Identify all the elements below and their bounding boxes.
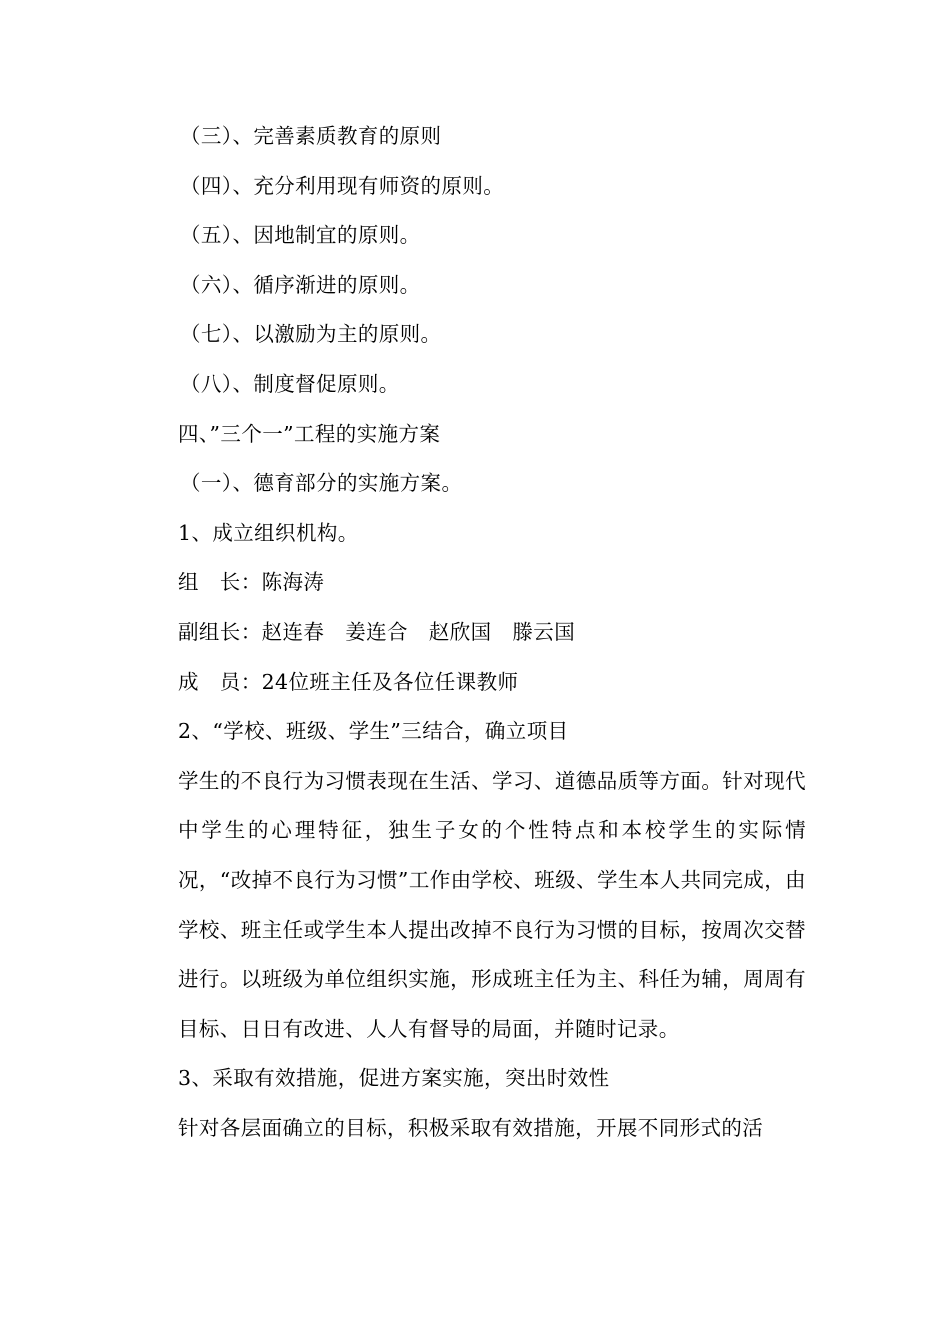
section-4-heading: 四、”三个一”工程的实施方案 [178, 421, 441, 446]
principle-4: （四）、充分利用现有师资的原则。 [180, 173, 505, 198]
item-3-heading: 3、采取有效措施，促进方案实施，突出时效性 [178, 1066, 610, 1091]
principle-3: （三）、完善素质教育的原则 [180, 124, 442, 148]
document-body [178, 112, 810, 1153]
principle-5: （五）、因地制宜的原则。 [180, 223, 421, 248]
item-1-heading: 1、成立组织机构。 [178, 520, 359, 545]
org-members: 成 员：24位班主任及各位任课教师 [178, 669, 519, 694]
principle-6: （六）、循序渐进的原则。 [180, 272, 421, 297]
item-2-heading: 2、“学校、班级、学生”三结合，确立项目 [178, 719, 569, 744]
principle-7: （七）、以激励为主的原则。 [180, 322, 442, 347]
org-leader: 组 长：陈海涛 [178, 570, 325, 595]
subsection-1-heading: （一）、德育部分的实施方案。 [180, 471, 463, 496]
principle-8: （八）、制度督促原则。 [180, 371, 400, 396]
org-deputies: 副组长：赵连春 姜连合 赵欣国 滕云国 [178, 619, 576, 644]
item-2-body: 学生的不良行为习惯表现在生活、学习、道德品质等方面。针对现代中学生的心理特征，独生子女的个性特点和本校学生的实际情况，“改掉不良行为习惯”工作由学校、班级、学生本人共同完成，由学校、班主任或学生本人提出改掉不良行为习惯的目标，按周次交替进行。以班级为单位组织实施，形成班主任为主、科任为辅，周周有目标、日日有改进、人人有督导的局面，并随时记录。 [178, 768, 806, 1041]
item-3-body: 针对各层面确立的目标，积极采取有效措施，开展不同形式的活 [178, 1115, 764, 1140]
